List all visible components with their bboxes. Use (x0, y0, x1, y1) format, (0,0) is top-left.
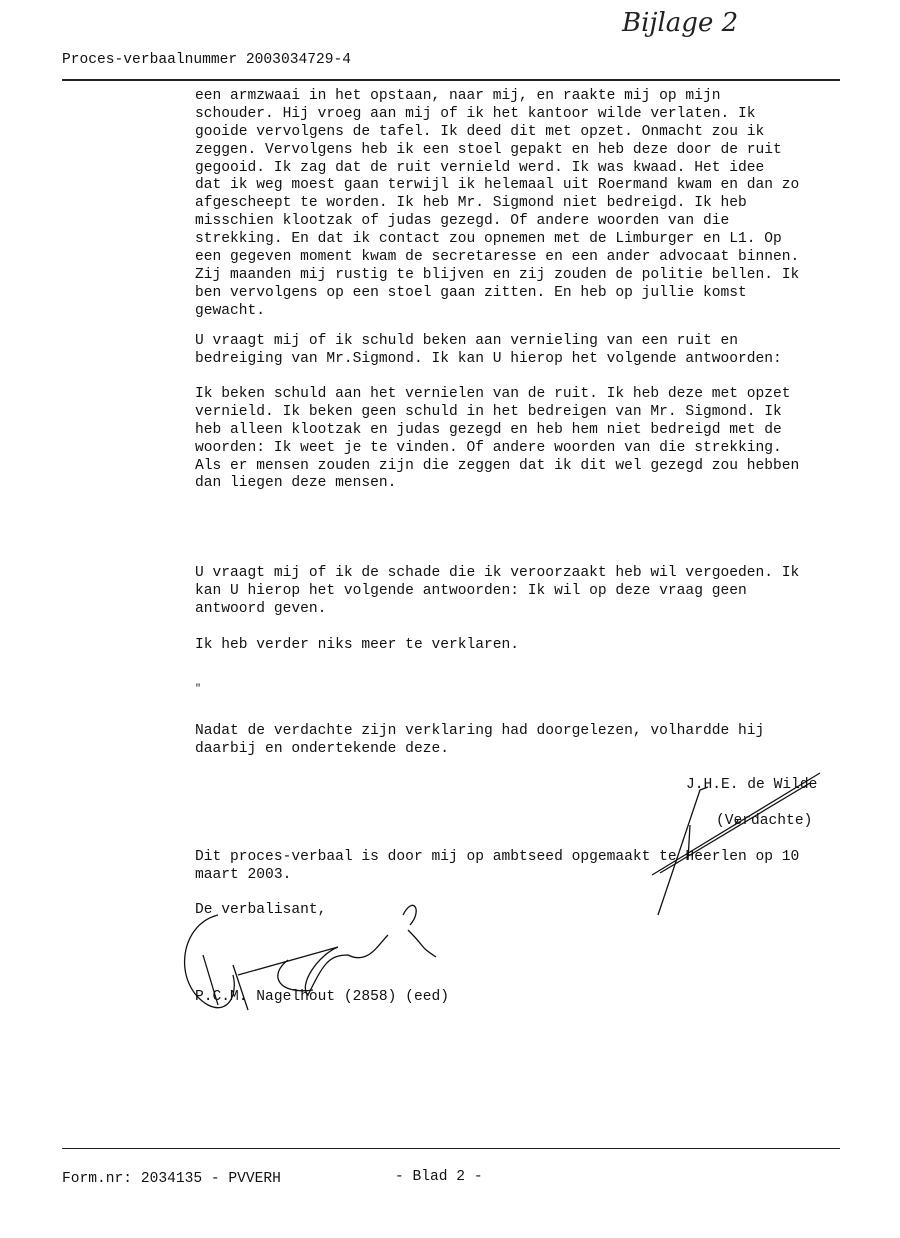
text-line: zeggen. Vervolgens heb ik een stoel gepakt en heb deze door de ruit (195, 141, 782, 158)
text-line: heb alleen klootzak en judas gezegd en heb hem niet bedreigd met de (195, 421, 782, 438)
form-number: Form.nr: 2034135 - PVVERH (62, 1171, 281, 1187)
text-line: dat ik weg moest gaan terwijl ik helemaal uit Roermand kwam en dan zo (195, 177, 800, 194)
paragraph-closing (195, 637, 519, 655)
text-line: kan U hierop het volgende antwoorden: Ik wil op deze vraag geen (195, 582, 747, 599)
record-number: Proces-verbaalnummer 2003034729-4 (62, 52, 352, 68)
header-divider (62, 79, 840, 81)
paragraph-answer-guilt (195, 386, 799, 493)
page-number: - Blad 2 - (395, 1169, 483, 1185)
text-line: Ik beken schuld aan het vernielen van de ruit. Ik heb deze met opzet (195, 386, 791, 402)
paragraph-statement (195, 88, 799, 321)
annotation-text: Bijlage 2 (622, 8, 739, 38)
text-line: gooide vervolgens de tafel. Ik deed dit met opzet. Onmacht zou ik (195, 123, 765, 140)
text-line: een armzwaai in het opstaan, naar mij, en raakte mij op mijn (195, 88, 721, 104)
text-line: misschien klootzak of judas gezegd. Of andere woorden van die (195, 213, 730, 230)
suspect-name: J.H.E. de Wilde (686, 777, 818, 793)
suspect-role: (Verdachte) (716, 813, 813, 829)
text-line: daarbij en ondertekende deze. (195, 740, 449, 757)
text-line: vernield. Ik beken geen schuld in het bedreigen van Mr. Sigmond. Ik (195, 403, 782, 420)
officer-name: P.C.M. Nagelhout (2858) (eed) (195, 989, 449, 1005)
text-line: een gegeven moment kwam de secretaresse en een ander advocaat binnen. (195, 249, 800, 266)
text-line: schouder. Hij vroeg aan mij of ik het kantoor wilde verlaten. Ik (195, 105, 756, 122)
text-line: antwoord geven. (195, 600, 327, 617)
footer-divider (62, 1148, 840, 1149)
text-line: maart 2003. (195, 866, 292, 883)
officer-label: De verbalisant, (195, 902, 327, 918)
text-line: Dit proces-verbaal is door mij op ambtseed opgemaakt te Heerlen op 10 (195, 849, 800, 865)
quote-mark: " (195, 684, 202, 695)
suspect-signature (640, 765, 840, 925)
text-line: gewacht. (195, 302, 266, 319)
text-line: U vraagt mij of ik schuld beken aan vernieling van een ruit en (195, 333, 738, 349)
text-line: Zij maanden mij rustig te blijven en zij zouden de politie bellen. Ik (195, 266, 800, 283)
text-line: afgescheept te worden. Ik heb Mr. Sigmond niet bedreigd. Ik heb (195, 195, 747, 212)
handwritten-annotation (622, 8, 738, 38)
paragraph-question-damages (195, 565, 799, 619)
text-line: strekking. En dat ik contact zou opnemen met de Limburger en L1. Op (195, 231, 782, 248)
text-line: ben vervolgens op een stoel gaan zitten. En heb op jullie komst (195, 284, 747, 301)
text-line: U vraagt mij of ik de schade die ik veroorzaakt heb wil vergoeden. Ik (195, 565, 800, 581)
text-line: Nadat de verdachte zijn verklaring had doorgelezen, volhardde hij (195, 723, 765, 739)
text-line: dan liegen deze mensen. (195, 475, 397, 492)
paragraph-read-back (195, 723, 764, 759)
officer-signature (178, 895, 438, 1015)
paragraph-question-guilt (195, 333, 782, 369)
text-line: Ik heb verder niks meer te verklaren. (195, 637, 520, 653)
text-line: gegooid. Ik zag dat de ruit vernield werd. Ik was kwaad. Het idee (195, 159, 765, 176)
text-line: Als er mensen zouden zijn die zeggen dat ik dit wel gezegd zou hebben (195, 457, 800, 474)
text-line: bedreiging van Mr.Sigmond. Ik kan U hierop het volgende antwoorden: (195, 350, 782, 367)
text-line: woorden: Ik weet je te vinden. Of andere woorden van die strekking. (195, 439, 782, 456)
